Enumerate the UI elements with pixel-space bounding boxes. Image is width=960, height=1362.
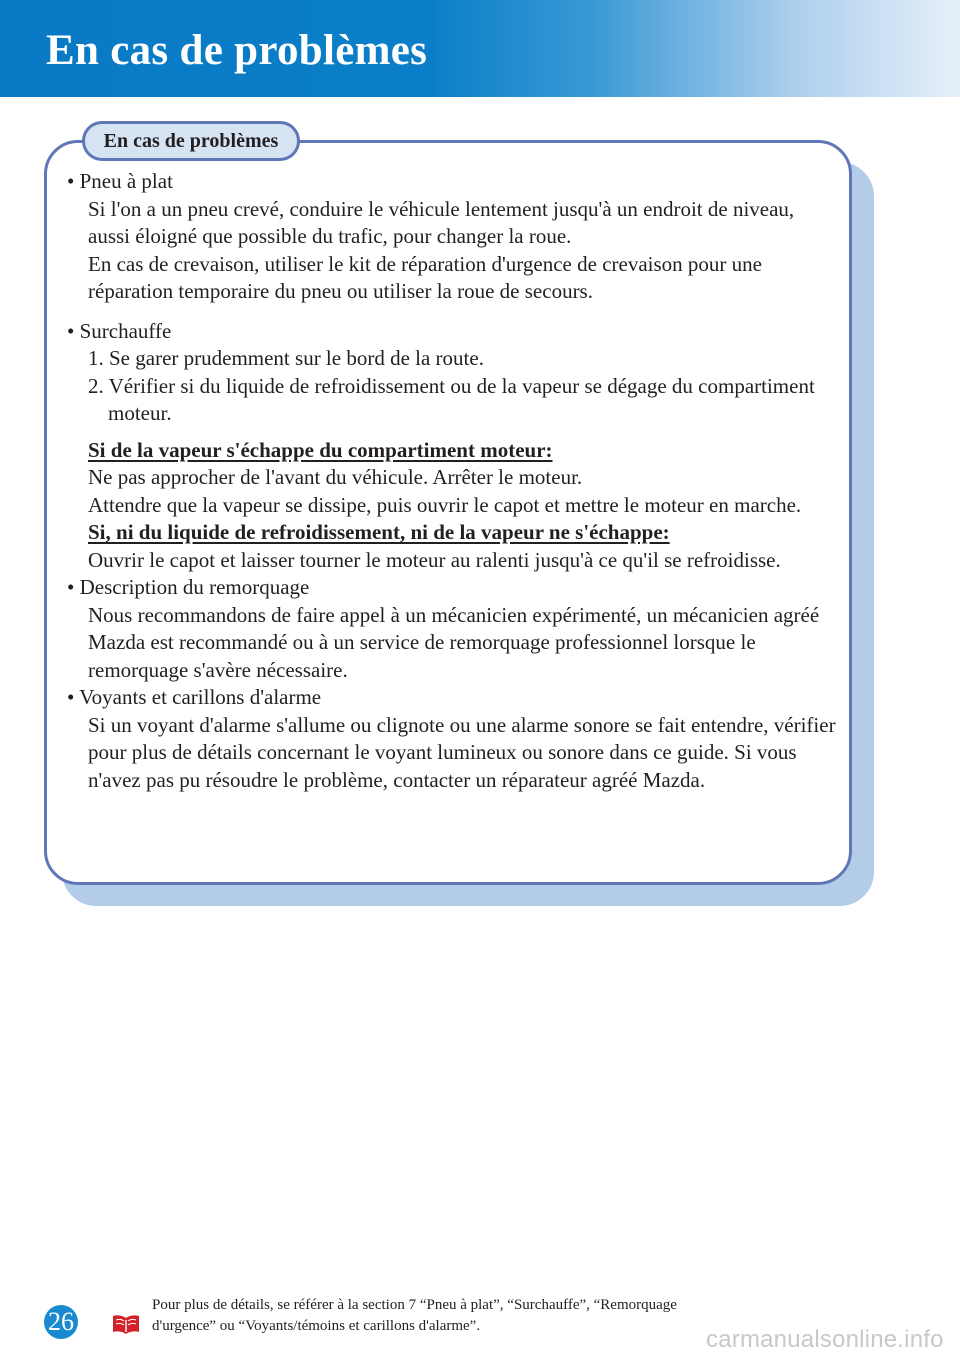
section-tab: En cas de problèmes	[82, 121, 300, 161]
towing-label: • Description du remorquage	[67, 575, 310, 599]
towing-text: Nous recommandons de faire appel à un mécanicien expérimenté, un mécanicien agréé Mazda est recommandé ou à un service de remorquage professionnel lorsque le remorquage s'avère nécessaire.	[88, 602, 820, 682]
overheating-label: • Surchauffe	[67, 318, 172, 343]
no-steam-text: Ouvrir le capot et laisser tourner le moteur au ralenti jusqu'à ce qu'il se refroidisse.	[88, 547, 781, 572]
flat-tire-label: • Pneu à plat	[67, 169, 173, 193]
book-icon	[111, 1313, 141, 1335]
steam-text-2: Attendre que la vapeur se dissipe, puis ouvrir le capot et mettre le moteur en marche.	[88, 492, 802, 517]
steam-text-1: Ne pas approcher de l'avant du véhicule. Arrêter le moteur.	[88, 465, 583, 489]
watermark: carmanualsonline.info	[706, 1326, 944, 1353]
warning-lights-label: • Voyants et carillons d'alarme	[67, 685, 322, 709]
no-steam-heading: Si, ni du liquide de refroidissement, ni de la vapeur ne s'échappe:	[88, 520, 670, 544]
overheating-step-1: 1. Se garer prudemment sur le bord de la route.	[88, 346, 484, 370]
section-content	[67, 168, 837, 794]
footer-note: Pour plus de détails, se référer à la section 7 “Pneu à plat”, “Surchauffe”, “Remorquage d'urgence” ou “Voyants/témoins et carillons d'alarme”.	[152, 1297, 677, 1334]
page-number: 26	[44, 1305, 78, 1339]
overheating-step-2: 2. Vérifier si du liquide de refroidissement ou de la vapeur se dégage du compartiment moteur.	[88, 373, 815, 425]
flat-tire-item	[67, 168, 837, 306]
warning-lights-text: Si un voyant d'alarme s'allume ou clignote ou une alarme sonore se fait entendre, vérifier pour plus de détails concernant le voyant lumineux ou sonore dans ce guide. Si vous n'avez pas pu résoudre le problème, contacter un réparateur agréé Mazda.	[88, 712, 836, 792]
page-title: En cas de problèmes	[46, 27, 428, 74]
steam-heading: Si de la vapeur s'échappe du compartiment moteur:	[88, 437, 553, 462]
flat-tire-text-2: En cas de crevaison, utiliser le kit de réparation d'urgence de crevaison pour une réparation temporaire du pneu ou utiliser la roue de secours.	[88, 251, 762, 303]
overheating-item	[67, 318, 837, 575]
towing-item	[67, 574, 837, 684]
warning-lights-item	[67, 684, 837, 794]
flat-tire-text-1: Si l'on a un pneu crevé, conduire le véhicule lentement jusqu'à un endroit de niveau, aussi éloigné que possible du trafic, pour changer la roue.	[88, 196, 795, 248]
